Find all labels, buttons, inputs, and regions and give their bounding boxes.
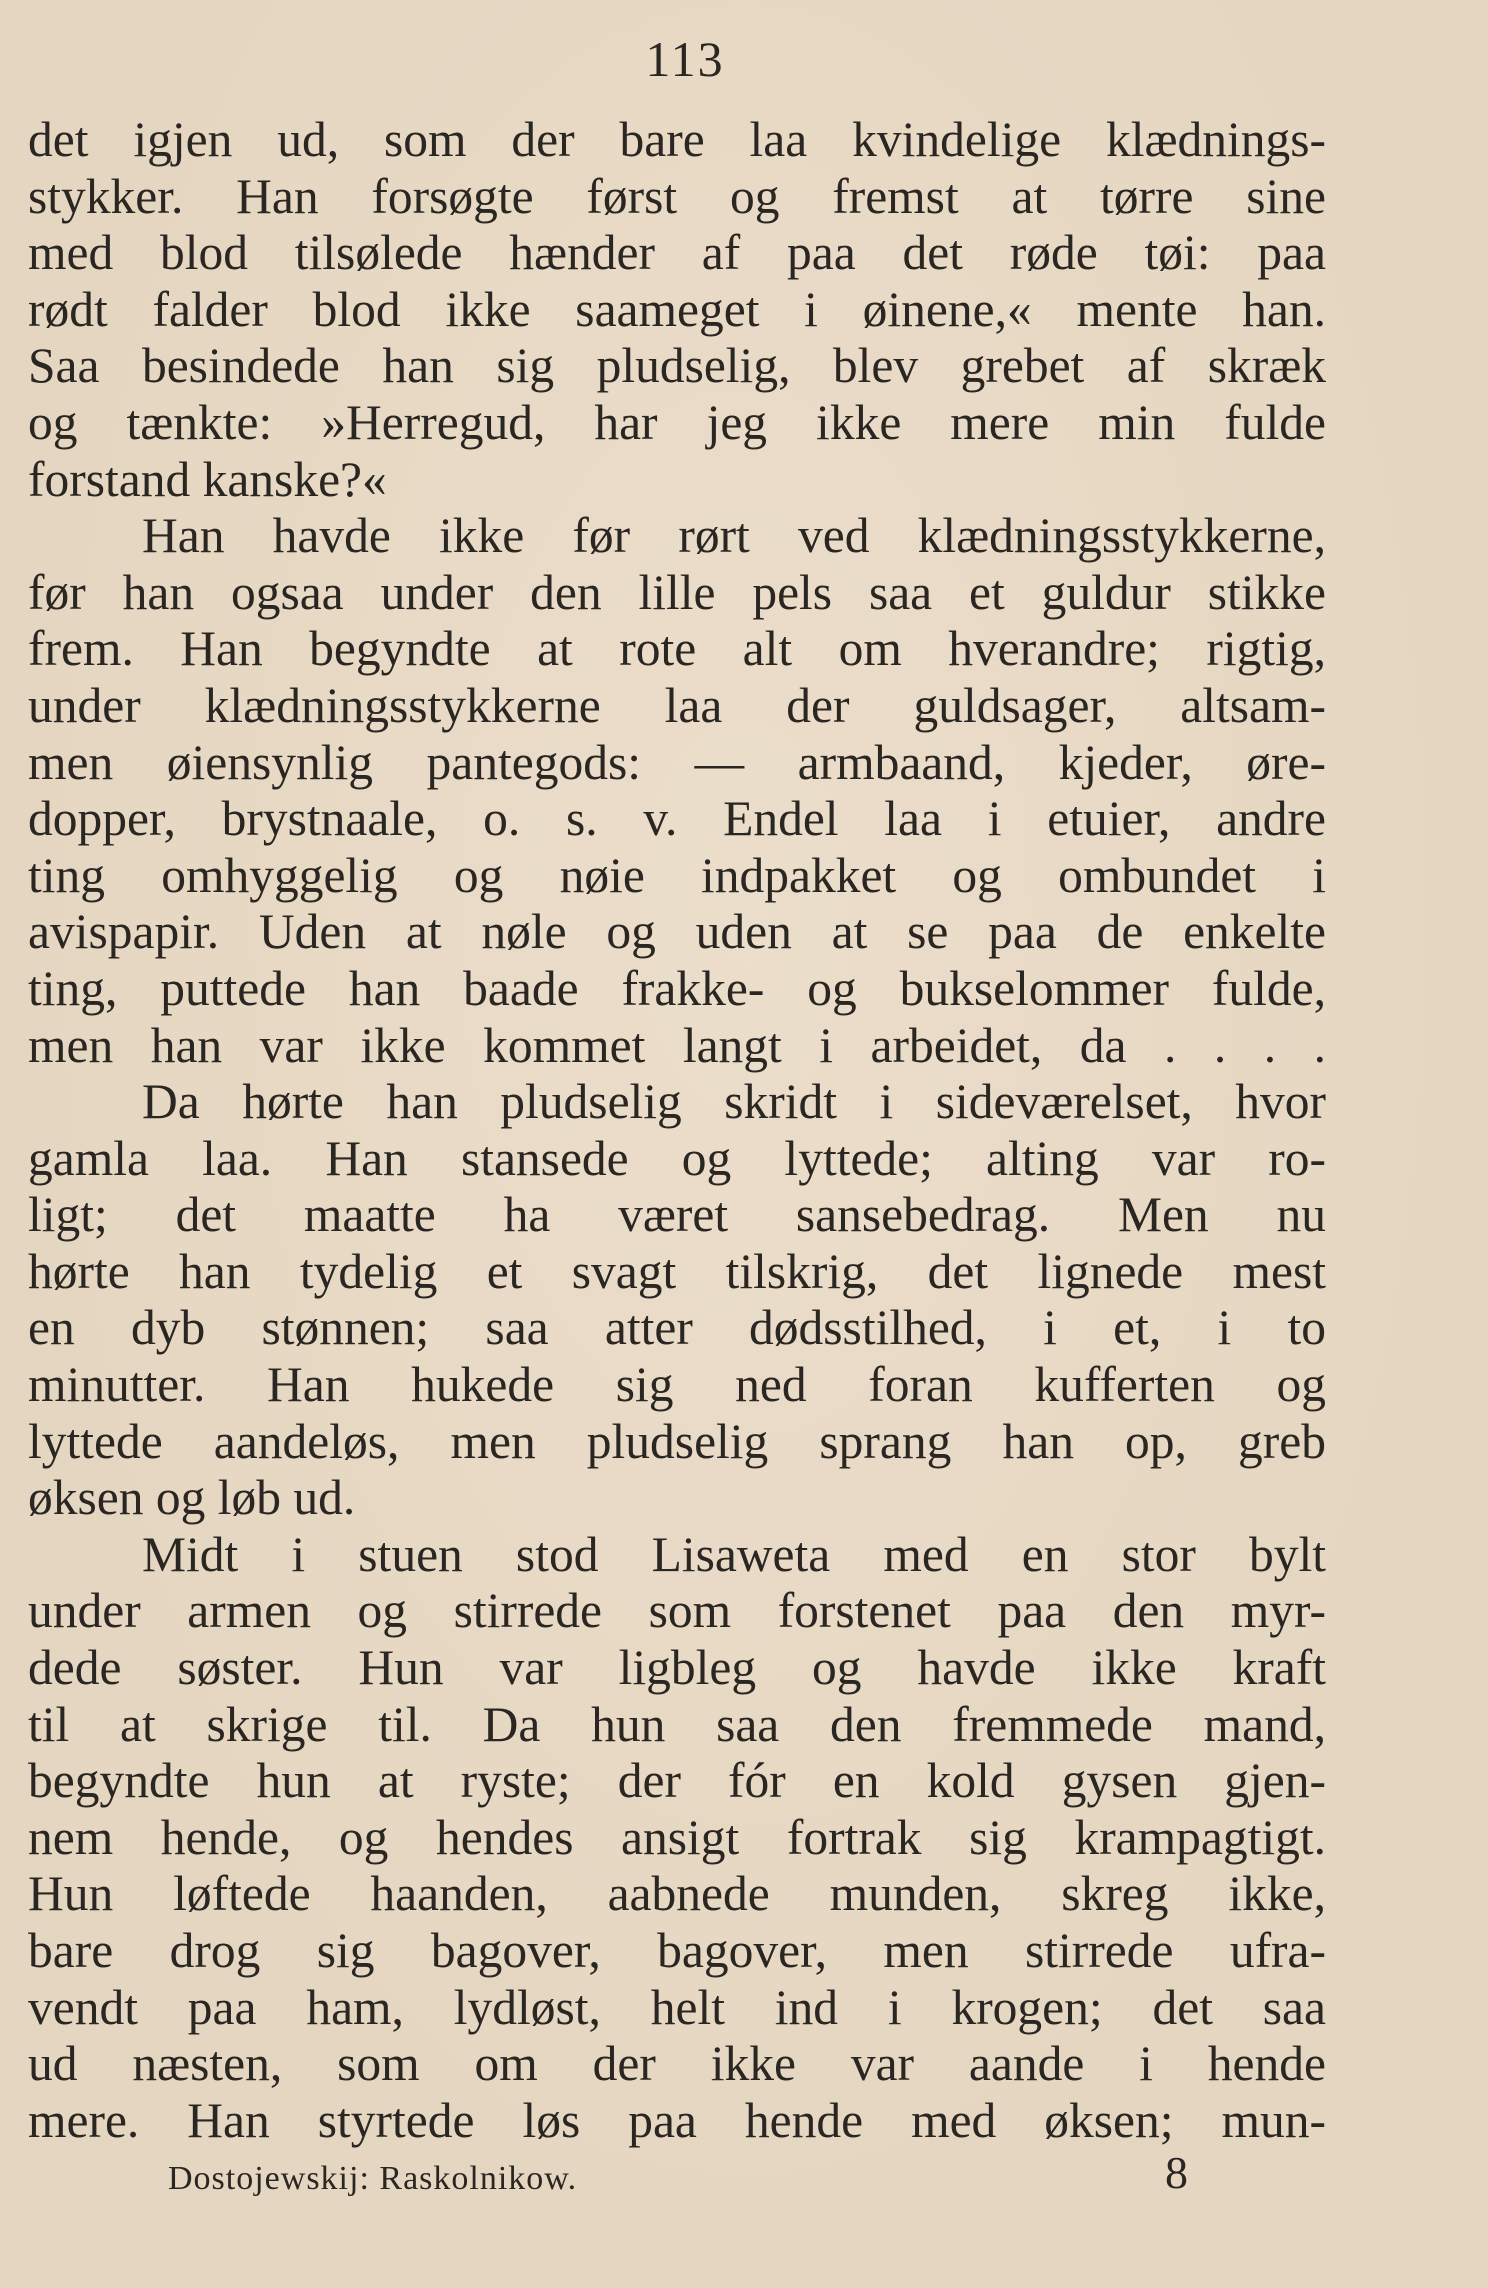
text-line: ud næsten, som om der ikke var aande i hende [28,2036,1326,2092]
text-line: avispapir. Uden at nøle og uden at se paa de enkelte [28,904,1326,960]
text-line: hørte han tydelig et svagt tilskrig, det lignede mest [28,1243,1326,1299]
text-line: dede søster. Hun var ligbleg og havde ikke kraft [28,1640,1326,1696]
text-line: nem hende, og hendes ansigt fortrak sig krampagtigt. [28,1809,1326,1865]
text-line: gamla laa. Han stansede og lyttede; alting var ro- [28,1130,1326,1186]
text-line: mere. Han styrtede løs paa hende med øksen; mun- [28,2092,1326,2148]
footer-title: Dostojewskij: Raskolnikow. [168,2160,578,2197]
page-footer [168,2146,1188,2206]
body-text [28,112,1326,2149]
signature-mark: 8 [1165,2147,1188,2198]
text-line: lyttede aandeløs, men pludselig sprang han op, greb [28,1413,1326,1469]
text-line: rødt falder blod ikke saameget i øinene,« mente han. [28,281,1326,337]
text-line: ligt; det maatte ha været sansebedrag. Men nu [28,1187,1326,1243]
text-line: øksen og løb ud. [28,1470,356,1526]
text-line: til at skrige til. Da hun saa den fremmede mand, [28,1696,1326,1752]
text-line: frem. Han begyndte at rote alt om hverandre; rigtig, [28,621,1326,677]
text-line: og tænkte: »Herregud, har jeg ikke mere min fulde [28,394,1326,450]
text-line: dopper, brystnaale, o. s. v. Endel laa i etuier, andre [28,791,1326,847]
text-line: Da hørte han pludselig skridt i sideværelset, hvor [142,1074,1326,1130]
text-line: ting, puttede han baade frakke- og bukselommer fulde, [28,960,1326,1016]
text-line: en dyb stønnen; saa atter dødsstilhed, i et, i to [28,1300,1326,1356]
text-line: Han havde ikke før rørt ved klædningsstykkerne, [142,508,1326,564]
text-line: Hun løftede haanden, aabnede munden, skreg ikke, [28,1866,1326,1922]
text-line: Midt i stuen stod Lisaweta med en stor bylt [142,1526,1326,1582]
page-number: 113 [645,31,725,87]
text-line: bare drog sig bagover, bagover, men stirrede ufra- [28,1923,1326,1978]
text-line: under klædningsstykkerne laa der guldsager, altsam- [28,677,1326,733]
text-line: ting omhyggelig og nøie indpakket og ombundet i [28,847,1326,903]
text-line: forstand kanske?« [28,451,387,507]
text-line: men han var ikke kommet langt i arbeidet, da . . . . [28,1017,1326,1073]
text-line: det igjen ud, som der bare laa kvindelige klædnings- [28,112,1326,167]
text-line: begyndte hun at ryste; der fór en kold gysen gjen- [28,1753,1326,1809]
text-line: under armen og stirrede som forstenet paa den myr- [28,1583,1326,1639]
text-line: før han ogsaa under den lille pels saa et guldur stikke [28,564,1326,620]
text-line: Saa besindede han sig pludselig, blev grebet af skræk [28,338,1326,394]
text-line: men øiensynlig pantegods: — armbaand, kjeder, øre- [28,734,1326,790]
text-line: med blod tilsølede hænder af paa det røde tøi: paa [28,225,1326,281]
text-line: minutter. Han hukede sig ned foran kufferten og [28,1357,1326,1413]
text-line: vendt paa ham, lydløst, helt ind i krogen; det saa [28,1979,1326,2035]
text-line: stykker. Han forsøgte først og fremst at tørre sine [28,168,1326,224]
